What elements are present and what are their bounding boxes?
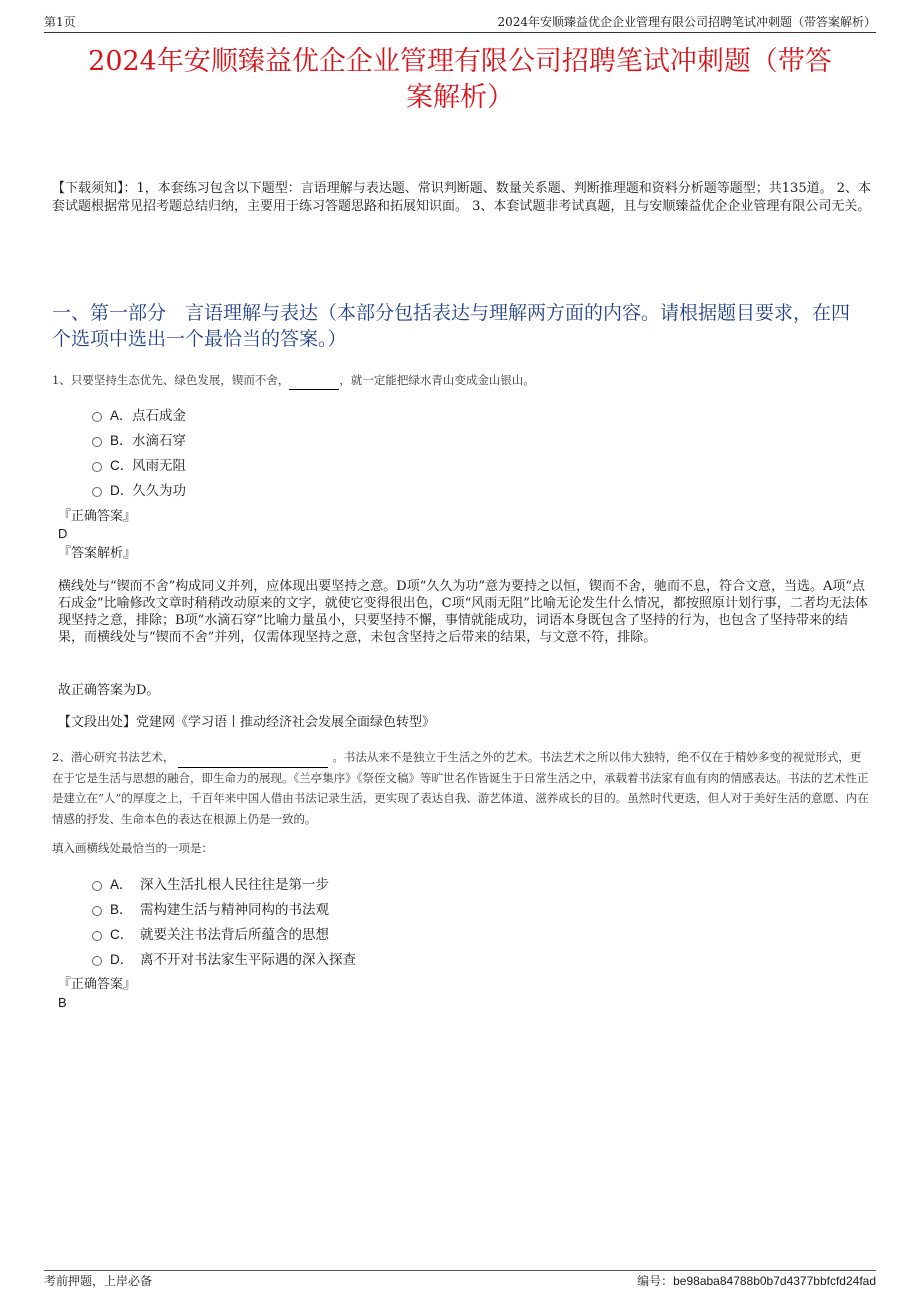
title-line-1: 2024年安顺臻益优企企业管理有限公司招聘笔试冲刺题（带答 (88, 46, 832, 77)
q2-text-before: 2、潜心研究书法艺术， (52, 750, 175, 764)
radio-icon[interactable] (92, 437, 102, 447)
q1-option-c[interactable] (92, 451, 186, 476)
radio-icon[interactable] (92, 931, 102, 941)
page-header (44, 12, 876, 33)
title-line-2: 案解析） (406, 82, 514, 113)
q2-option-d[interactable] (92, 945, 356, 970)
q1-answer: D (58, 526, 68, 541)
option-text: 需构建生活与精神同构的书法观 (140, 901, 329, 918)
download-notice: 【下载须知】：1，本套练习包含以下题型：言语理解与表达题、常识判断题、数量关系题、判断推理题和资料分析题等题型；共135道。 2、本套试题根据常见招考题总结归纳，主要用于练习答题思路和拓展知识面。 3、本套试题非考试真题，且与安顺臻益优企企业管理有限公司无关。 (52, 181, 871, 214)
q1-text-after: ，就一定能把绿水青山变成金山银山。 (339, 373, 535, 387)
page-number: 第1页 (44, 15, 76, 29)
option-letter: B． (110, 432, 133, 448)
q2-prompt: 填入画横线处最恰当的一项是： (52, 841, 213, 855)
radio-icon[interactable] (92, 956, 102, 966)
q2-answer-label: 『正确答案』 (58, 977, 137, 992)
option-text: 水滴石穿 (132, 432, 186, 449)
q1-text-before: 1、只要坚持生态优先、绿色发展，锲而不舍， (52, 373, 290, 387)
option-letter: B． (110, 901, 133, 917)
q1-blank (289, 375, 339, 390)
option-text: 久久为功 (132, 482, 186, 499)
page-footer (44, 1270, 876, 1289)
q1-source: 【文段出处】党建网《学习语丨推动经济社会发展全面绿色转型》 (58, 715, 436, 730)
footer-code: be98aba84788b0b7d4377bbfcfd24fad (673, 1274, 876, 1288)
radio-icon[interactable] (92, 881, 102, 891)
q2-option-c[interactable] (92, 920, 356, 945)
header-doc-title: 2024年安顺臻益优企企业管理有限公司招聘笔试冲刺题（带答案解析） (497, 15, 876, 29)
question-1-options (92, 401, 186, 501)
footer-code-label: 编号： (637, 1274, 674, 1288)
option-text: 点石成金 (132, 407, 186, 424)
q2-text-after: 。书法从来不是独立于生活之外的艺术。书法艺术之所以伟大独特，绝不仅在于精妙多变的视觉形式，更在于它是生活与思想的融合，即生命力的展现。《兰亭集序》《祭侄文稿》等旷世名作皆诞生于日常生活之中，承载着书法家有血有肉的情感表达。书法的艺术性正是建立在“人”的厚度之上，千百年来中国人借由书法记录生活，更实现了表达自我、游艺体道、滋养成长的目的。虽然时代更迭，但人对于美好生活的意愿、内在情感的抒发、生命本色的表达在根源上仍是一致的。 (52, 750, 869, 826)
question-2-options (92, 870, 356, 970)
radio-icon[interactable] (92, 487, 102, 497)
option-text: 就要关注书法背后所蕴含的思想 (140, 926, 329, 943)
q2-option-b[interactable] (92, 895, 356, 920)
option-text: 深入生活扎根人民往往是第一步 (140, 876, 329, 893)
option-letter: D． (110, 951, 134, 967)
q1-answer-label: 『正确答案』 (58, 509, 137, 524)
q1-conclusion: 故正确答案为D。 (58, 683, 160, 698)
q1-option-a[interactable] (92, 401, 186, 426)
option-letter: C． (110, 926, 134, 942)
option-letter: C． (110, 457, 134, 473)
footer-slogan: 考前押题，上岸必备 (44, 1274, 153, 1288)
q1-option-d[interactable] (92, 476, 186, 501)
document-title (50, 44, 870, 116)
question-2-stem (52, 747, 872, 829)
q2-answer: B (58, 995, 67, 1010)
q1-analysis-label: 『答案解析』 (58, 546, 137, 561)
option-text: 离不开对书法家生平际遇的深入探查 (140, 951, 356, 968)
option-letter: A． (110, 876, 133, 892)
q1-analysis: 横线处与“锲而不舍”构成同义并列，应体现出要坚持之意。D项“久久为功”意为要持之以恒，锲而不舍，驰而不息，符合文意，当选。A项“点石成金”比喻修改文章时稍稍改动原来的文字，就使它变得很出色，C项“风雨无阻”比喻无论发生什么情况，都按照原计划行事，二者均无法体现坚持之意，排除；B项“水滴石穿”比喻力量虽小，只要坚持不懈，事情就能成功，词语本身既包含了坚持的行为，也包含了坚持带来的结果，而横线处与“锲而不舍”并列，仅需体现坚持之意，未包含坚持之后带来的结果，与文意不符，排除。 (58, 579, 868, 645)
q2-option-a[interactable] (92, 870, 356, 895)
option-letter: A． (110, 407, 133, 423)
option-text: 风雨无阻 (132, 457, 186, 474)
q2-blank (178, 753, 328, 768)
q1-option-b[interactable] (92, 426, 186, 451)
option-letter: D． (110, 482, 134, 498)
radio-icon[interactable] (92, 462, 102, 472)
radio-icon[interactable] (92, 412, 102, 422)
radio-icon[interactable] (92, 906, 102, 916)
section-heading: 一、第一部分 言语理解与表达（本部分包括表达与理解两方面的内容。请根据题目要求，在四个选项中选出一个最恰当的答案。） (52, 302, 851, 350)
question-1-stem (52, 370, 872, 390)
footer-code-block (637, 1272, 876, 1289)
